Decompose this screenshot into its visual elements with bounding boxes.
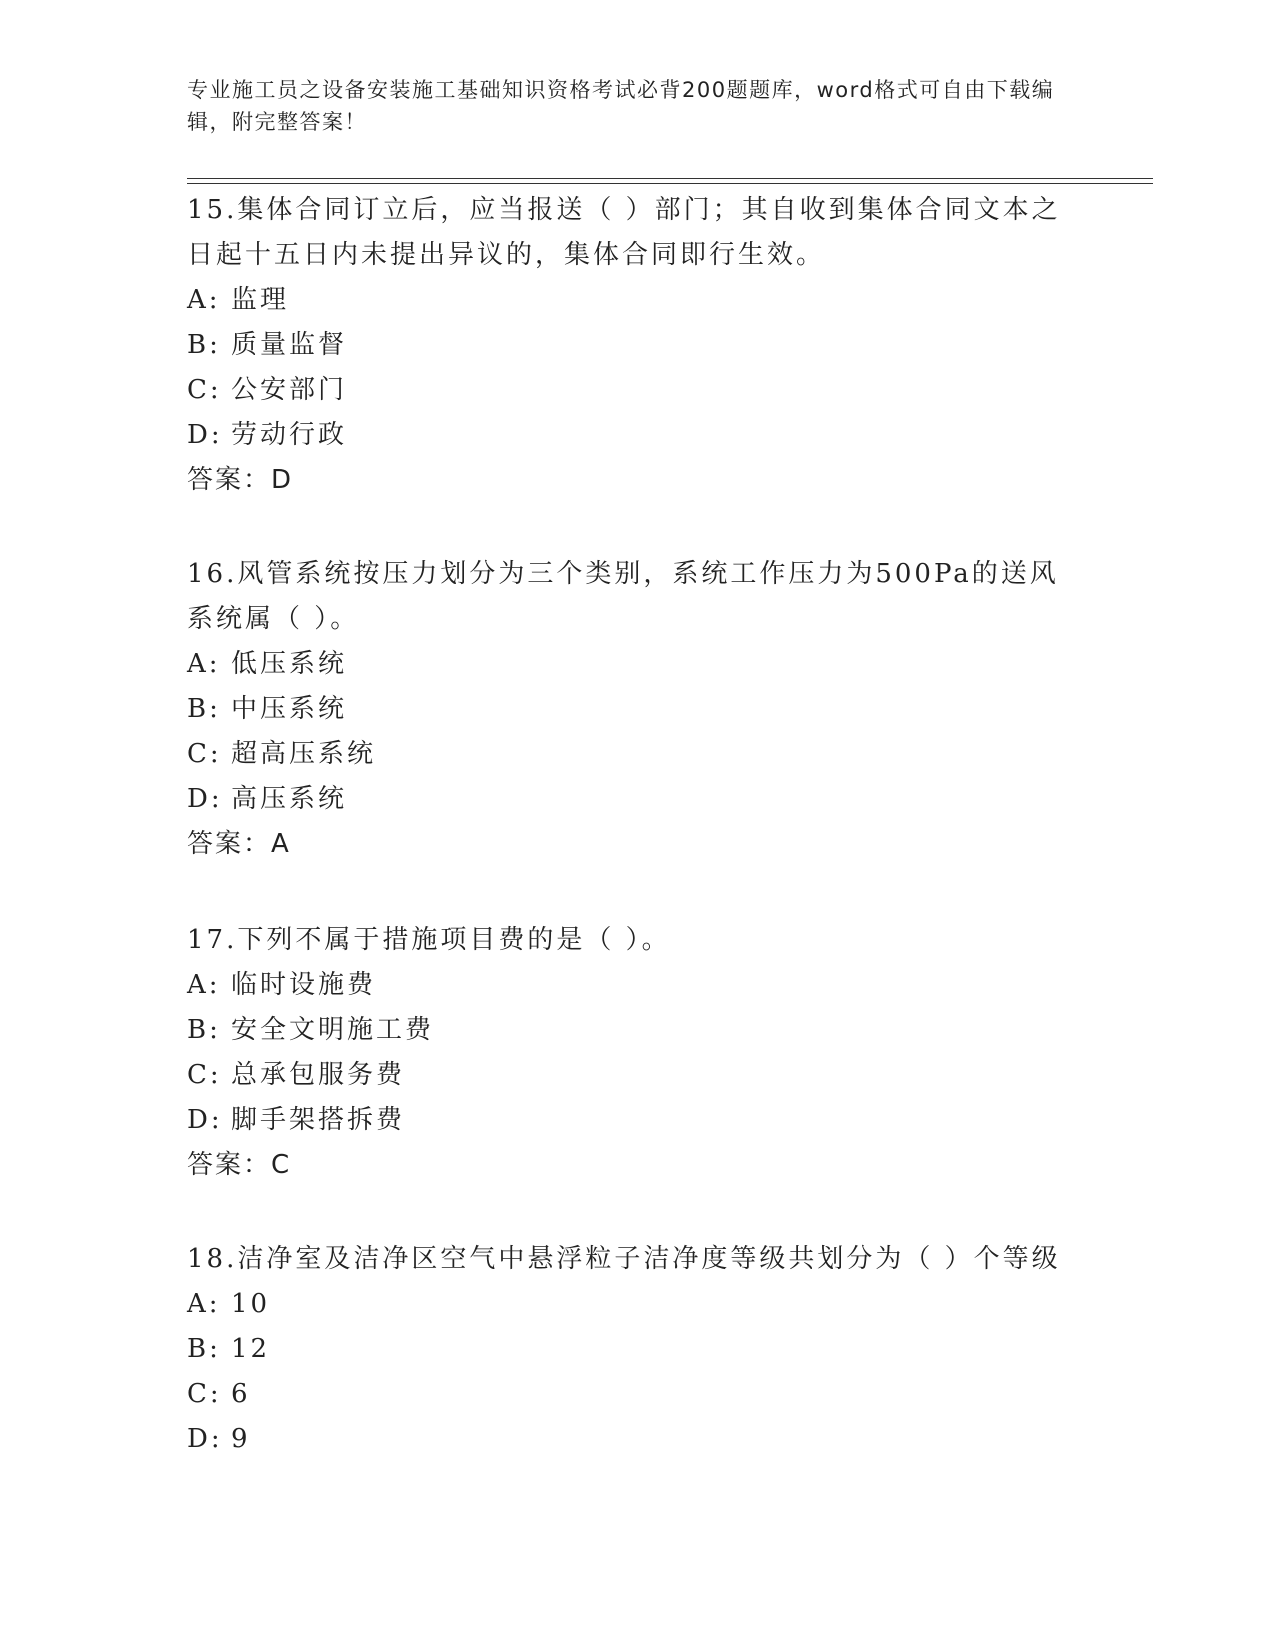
option-d xyxy=(187,1098,1087,1143)
header-divider-top xyxy=(187,178,1153,179)
option-a xyxy=(187,1282,1087,1327)
option-key: B: xyxy=(187,330,221,360)
option-key: C: xyxy=(187,375,222,405)
option-text: 12 xyxy=(231,1334,271,1364)
option-text: 超高压系统 xyxy=(231,739,377,769)
option-text: 劳动行政 xyxy=(231,420,348,450)
option-text: 低压系统 xyxy=(231,649,348,679)
answer-label: 答案：A xyxy=(187,829,291,859)
option-text: 监理 xyxy=(231,285,290,315)
option-text: 中压系统 xyxy=(231,694,348,724)
option-a xyxy=(187,642,1087,687)
option-a xyxy=(187,278,1087,323)
option-c xyxy=(187,1372,1087,1417)
question-18 xyxy=(187,1237,1087,1462)
option-c xyxy=(187,732,1087,777)
option-key: C: xyxy=(187,1379,222,1409)
document-title: 专业施工员之设备安装施工基础知识资格考试必背200题题库，word格式可自由下载编辑，附完整答案！ xyxy=(187,78,1055,134)
option-key: A: xyxy=(187,1289,221,1319)
option-text: 总承包服务费 xyxy=(231,1060,406,1090)
question-15 xyxy=(187,188,1087,503)
question-stem: 16.风管系统按压力划分为三个类别，系统工作压力为500Pa的送风系统属（ ）。 xyxy=(187,559,1059,634)
option-c xyxy=(187,368,1087,413)
option-d xyxy=(187,413,1087,458)
option-b xyxy=(187,1327,1087,1372)
option-key: A: xyxy=(187,970,221,1000)
option-key: A: xyxy=(187,285,221,315)
option-a xyxy=(187,963,1087,1008)
option-text: 高压系统 xyxy=(231,784,348,814)
option-key: C: xyxy=(187,739,222,769)
option-key: D: xyxy=(187,420,223,450)
option-text: 质量监督 xyxy=(231,330,348,360)
option-c xyxy=(187,1053,1087,1098)
answer-label: 答案：C xyxy=(187,1150,292,1180)
question-stem: 18.洁净室及洁净区空气中悬浮粒子洁净度等级共划分为（ ）个等级 xyxy=(187,1244,1061,1274)
question-stem: 15.集体合同订立后，应当报送（ ）部门；其自收到集体合同文本之日起十五日内未提出异议的，集体合同即行生效。 xyxy=(187,195,1061,270)
option-d xyxy=(187,1417,1087,1462)
option-text: 10 xyxy=(231,1289,271,1319)
option-d xyxy=(187,777,1087,822)
option-key: B: xyxy=(187,1334,221,1364)
option-key: A: xyxy=(187,649,221,679)
option-key: B: xyxy=(187,694,221,724)
option-b xyxy=(187,323,1087,368)
option-b xyxy=(187,687,1087,732)
option-text: 9 xyxy=(231,1424,251,1454)
option-text: 脚手架搭拆费 xyxy=(231,1105,406,1135)
option-key: D: xyxy=(187,1424,223,1454)
option-text: 公安部门 xyxy=(231,375,348,405)
question-16 xyxy=(187,552,1087,867)
option-key: C: xyxy=(187,1060,222,1090)
option-text: 临时设施费 xyxy=(231,970,377,1000)
answer-label: 答案：D xyxy=(187,465,294,495)
question-17 xyxy=(187,918,1087,1188)
option-key: D: xyxy=(187,1105,223,1135)
option-text: 6 xyxy=(231,1379,251,1409)
question-stem: 17.下列不属于措施项目费的是（ ）。 xyxy=(187,925,671,955)
option-text: 安全文明施工费 xyxy=(231,1015,435,1045)
header-divider-bottom xyxy=(187,183,1153,184)
option-key: D: xyxy=(187,784,223,814)
option-b xyxy=(187,1008,1087,1053)
option-key: B: xyxy=(187,1015,221,1045)
